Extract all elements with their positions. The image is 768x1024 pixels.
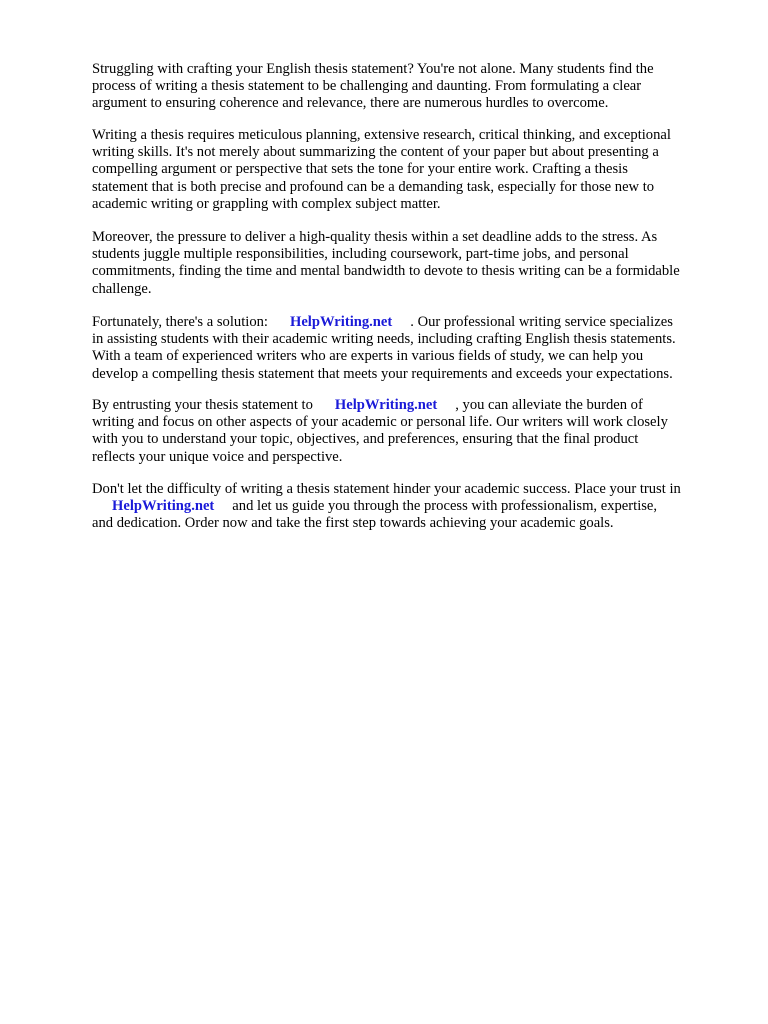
text-line: develop a compelling thesis statement that meets your requirements and exceeds your expectations. [92,365,673,382]
text-line: , you can alleviate the burden of [455,397,643,413]
helpwriting-link[interactable]: HelpWriting.net [112,498,215,515]
paragraph-call-to-action [92,481,681,533]
text-line: commitments, finding the time and mental bandwidth to devote to thesis writing can be a formidable [92,263,680,280]
text-line: Writing a thesis requires meticulous planning, extensive research, critical thinking, and exceptional [92,127,671,143]
text-line: Fortunately, there's a solution: [92,314,268,330]
text-line: With a team of experienced writers who are experts in various fields of study, we can help you [92,348,644,365]
helpwriting-link[interactable]: HelpWriting.net [289,314,393,330]
text-line: statement that is both precise and profound can be a demanding task, especially for those new to [92,178,655,195]
text-line: challenge. [92,280,152,297]
text-line: . Our professional writing service specializes [410,314,673,330]
text-line: reflects your unique voice and perspective. [92,448,343,465]
text-line: compelling argument or perspective that sets the tone for your entire work. Crafting a thesis [92,161,628,178]
text-line: By entrusting your thesis statement to [92,397,313,413]
text-line: process of writing a thesis statement to be challenging and daunting. From formulating a clear [92,78,642,95]
text-line: writing and focus on other aspects of your academic or personal life. Our writers will work closely [92,414,668,431]
text-line: Moreover, the pressure to deliver a high-quality thesis within a set deadline adds to the stress. As [92,229,658,245]
text-line: students juggle multiple responsibilities, including coursework, part-time jobs, and personal [92,246,629,263]
text-line: Don't let the difficulty of writing a thesis statement hinder your academic success. Place your trust in [92,481,681,497]
paragraph-solution [92,314,676,383]
paragraph-intro [92,61,654,113]
text-line: and dedication. Order now and take the first step towards achieving your academic goals. [92,515,614,532]
text-line: writing skills. It's not merely about summarizing the content of your paper but about presenting a [92,144,659,161]
paragraph-writing-thesis [92,127,671,213]
text-line: argument to ensuring coherence and relevance, there are numerous hurdles to overcome. [92,95,609,112]
helpwriting-link[interactable]: HelpWriting.net [334,397,438,413]
text-line: with you to understand your topic, objectives, and preferences, ensuring that the final product [92,431,639,448]
paragraph-entrusting [92,397,668,466]
text-line: and let us guide you through the process with professionalism, expertise, [232,498,658,515]
text-line: Struggling with crafting your English thesis statement? You're not alone. Many students find the [92,61,654,77]
paragraph-pressure [92,229,680,298]
text-line: in assisting students with their academic writing needs, including crafting English thesis statements. [92,331,676,348]
text-line: academic writing or grappling with complex subject matter. [92,195,441,212]
